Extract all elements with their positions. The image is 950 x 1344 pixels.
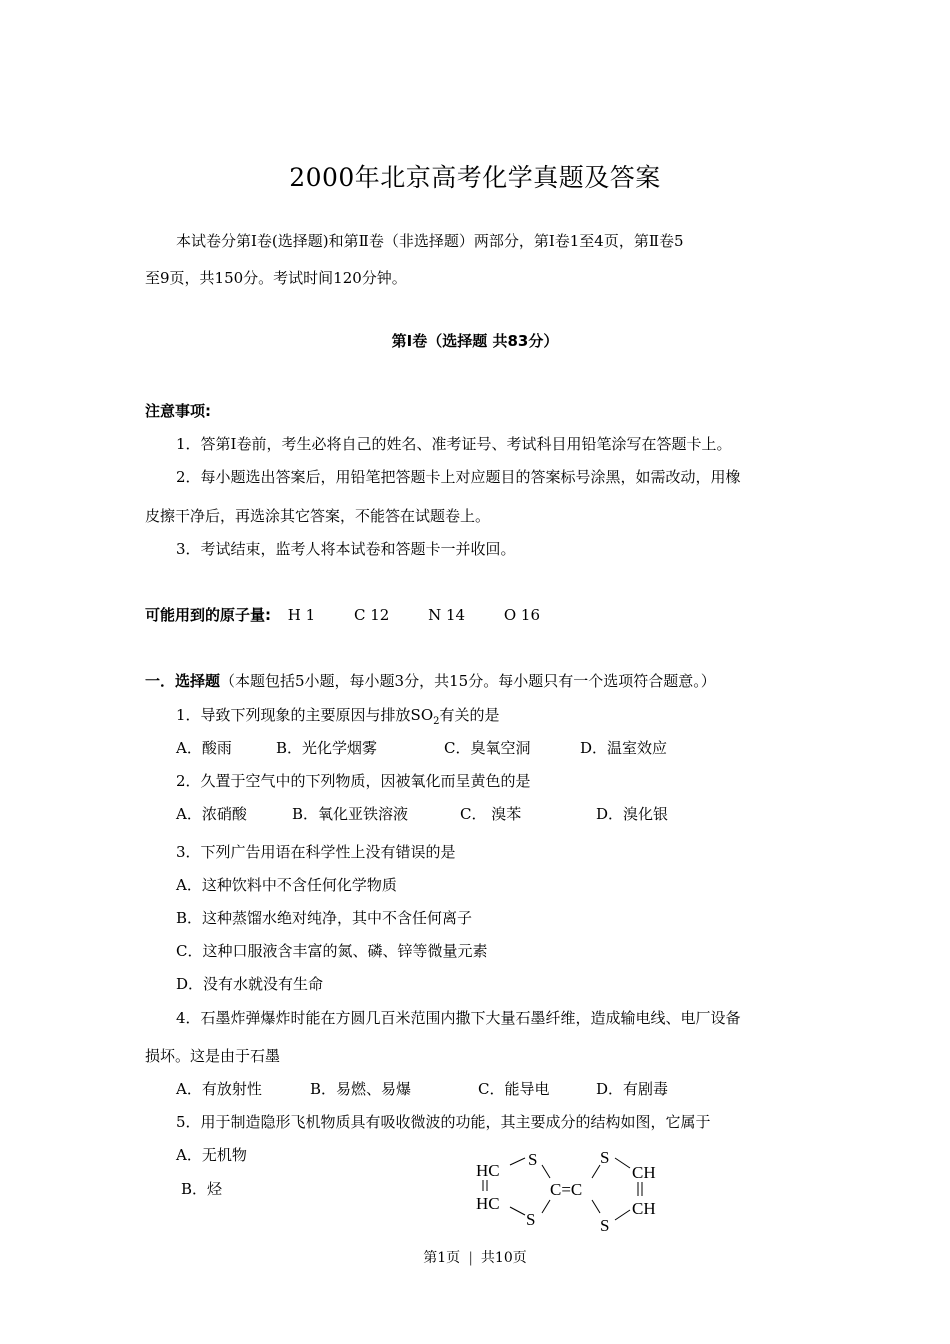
structure-label: C=C: [550, 1180, 583, 1199]
q1-option-a: A．酸雨: [176, 739, 232, 757]
q4-option-d: D．有剧毒: [596, 1080, 669, 1098]
bond-line: [592, 1200, 600, 1213]
bond-line: [615, 1158, 630, 1168]
q3-option-b: B．这种蒸馏水绝对纯净，其中不含任何离子: [176, 909, 473, 927]
q1-option-b: B．光化学烟雾: [276, 739, 378, 757]
bond-line: [510, 1207, 525, 1215]
notes-item-1: 1．答第Ⅰ卷前，考生必将自己的姓名、准考证号、考试科目用铅笔涂写在答题卡上。: [176, 435, 732, 453]
part1-heading: 一．选择题: [145, 672, 221, 690]
q3-option-d: D．没有水就没有生命: [176, 975, 324, 993]
q3-option-c: C．这种口服液含丰富的氮、磷、锌等微量元素: [176, 942, 488, 960]
atomic-mass-value: H 1: [287, 606, 316, 624]
structure-label: S: [528, 1150, 538, 1169]
intro-line-2: 至9页，共150分。考试时间120分钟。: [145, 269, 407, 287]
q3-stem: 3．下列广告用语在科学性上没有错误的是: [176, 843, 456, 861]
q5-stem: 5．用于制造隐形飞机物质具有吸收微波的功能，其主要成分的结构如图，它属于: [176, 1113, 711, 1131]
q1-stem-subscript: 2: [433, 716, 440, 727]
q4-options: [176, 1078, 668, 1099]
notes-heading: 注意事项:: [145, 402, 211, 420]
bond-line: [542, 1200, 550, 1213]
structure-label: CH: [632, 1199, 656, 1218]
structure-label: HC: [476, 1161, 500, 1180]
footer-total-pages: 共10页: [480, 1250, 527, 1266]
q1-option-d: D．温室效应: [580, 739, 668, 757]
bond-line: [510, 1158, 525, 1165]
part1-description: （本题包括5小题，每小题3分，共15分。每小题只有一个选项符合题意。）: [220, 672, 716, 690]
structure-label: S: [600, 1148, 610, 1167]
bond-line: [542, 1165, 550, 1178]
intro-line-1: 本试卷分第Ⅰ卷(选择题)和第Ⅱ卷（非选择题）两部分，第Ⅰ卷1至4页，第Ⅱ卷5: [176, 232, 684, 250]
q2-options: [176, 803, 668, 824]
structure-label: S: [526, 1210, 536, 1229]
atomic-mass-values: [288, 606, 574, 624]
q2-stem: 2．久置于空气中的下列物质，因被氧化而呈黄色的是: [176, 772, 531, 790]
q1-stem: [176, 704, 500, 727]
q2-option-c: C． 溴苯: [460, 805, 522, 823]
q2-option-b: B．氧化亚铁溶液: [292, 805, 409, 823]
q2-option-a: A．浓硝酸: [176, 805, 247, 823]
atomic-mass-value: N 14: [428, 606, 466, 624]
q1-options: [176, 737, 667, 758]
q1-option-c: C．臭氧空洞: [444, 739, 531, 757]
notes-item-3: 3．考试结束，监考人将本试卷和答题卡一并收回。: [176, 540, 516, 558]
section-title: 第Ⅰ卷（选择题 共83分）: [391, 332, 559, 350]
q4-option-c: C．能导电: [478, 1080, 550, 1098]
part1-heading-row: [145, 670, 716, 691]
q5-structure-diagram: [470, 1143, 670, 1238]
structure-label: HC: [476, 1194, 500, 1213]
q3-option-a: A．这种饮料中不含任何化学物质: [176, 876, 397, 894]
notes-item-2-line-1: 2．每小题选出答案后，用铅笔把答题卡上对应题目的答案标号涂黑，如需改动，用橡: [176, 468, 741, 486]
q4-stem-line-2: 损坏。这是由于石墨: [145, 1047, 281, 1065]
footer-separator: |: [468, 1250, 473, 1266]
structure-label: CH: [632, 1163, 656, 1182]
structure-label: S: [600, 1216, 610, 1235]
page-footer: [0, 1247, 950, 1267]
footer-page-number: 第1页: [423, 1250, 461, 1266]
q4-stem-line-1: 4．石墨炸弹爆炸时能在方圆几百米范围内撒下大量石墨纤维，造成输电线、电厂设备: [176, 1009, 741, 1027]
atomic-mass-label: 可能用到的原子量:: [145, 606, 271, 624]
atomic-mass-value: O 16: [503, 606, 541, 624]
q4-option-b: B．易燃、易爆: [310, 1080, 412, 1098]
q1-stem-text-end: 有关的是: [439, 706, 500, 724]
bond-line: [615, 1210, 630, 1220]
page-title: 2000年北京高考化学真题及答案: [289, 163, 661, 192]
bond-line: [592, 1165, 600, 1178]
notes-item-2-line-2: 皮擦干净后，再选涂其它答案，不能答在试题卷上。: [145, 507, 491, 525]
q5-option-a: A．无机物: [176, 1146, 247, 1164]
q1-stem-text: 1．导致下列现象的主要原因与排放SO: [176, 706, 434, 724]
q4-option-a: A．有放射性: [176, 1080, 262, 1098]
atomic-mass-value: C 12: [353, 606, 390, 624]
atomic-mass-row: [145, 604, 574, 625]
q2-option-d: D．溴化银: [596, 805, 669, 823]
q5-option-b: B．烃: [181, 1180, 223, 1198]
